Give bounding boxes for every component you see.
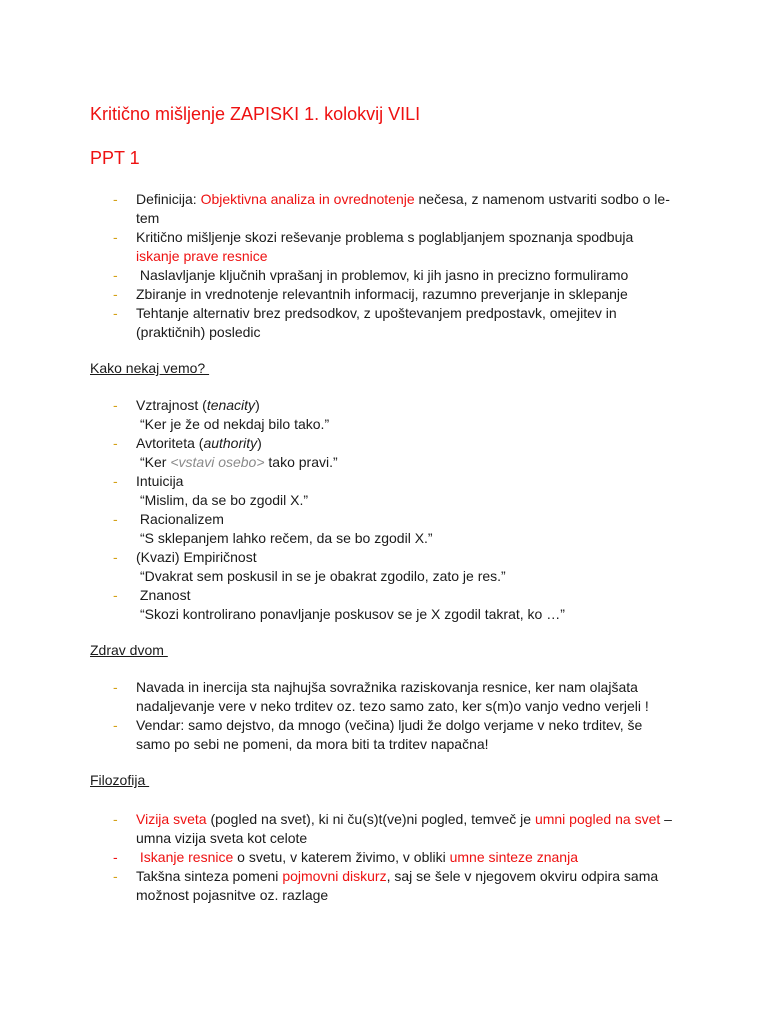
item-quote: “Dvakrat sem poskusil in se je obakrat zgodilo, zato je res.” [140, 568, 506, 584]
item-text: o svetu, v katerem živimo, v obliki [233, 849, 450, 865]
item-text: Definicija: [136, 191, 201, 207]
item-text: (pogled na svet), ki ni ču(s)t(ve)ni pogled, temveč je [206, 811, 535, 827]
item-text: Tehtanje alternativ brez predsodkov, z upoštevanjem predpostavk, omejitev in (praktičnih) posledic [136, 305, 617, 340]
philosophy-list [0, 810, 672, 905]
item-text: Racionalizem [136, 511, 224, 527]
item-quote: “S sklepanjem lahko rečem, da se bo zgodil X.” [140, 530, 433, 546]
item-quote: “Mislim, da se bo zgodil X.” [140, 492, 309, 508]
list-item [0, 548, 672, 586]
item-text: , saj se šele v njegovem okviru odpira sama možnost pojasnitve oz. razlage [136, 868, 659, 903]
item-quote: “Ker je že od nekdaj bilo tako.” [140, 416, 330, 432]
item-text: Zbiranje in vrednotenje relevantnih informacij, razumno preverjanje in sklepanje [136, 286, 628, 302]
item-quote: “Skozi kontrolirano ponavljanje poskusov se je X zgodil takrat, ko …” [140, 606, 565, 622]
bullet-dash-icon: - [113, 191, 118, 207]
item-text: Znanost [136, 587, 191, 603]
item-quote [136, 453, 672, 472]
highlight-text: Vizija sveta [136, 811, 207, 827]
placeholder-text: <vstavi osebo> [170, 454, 265, 470]
highlight-text: Iskanje resnice [136, 849, 234, 865]
item-text: Navada in inercija sta najhujša sovražnika raziskovanja resnice, ker nam olajšata nadaljevanje vere v neko trditev oz. tezo samo zato, ker s(m)o vanjo vedno verjeli ! [136, 679, 649, 714]
section-heading-kako: Kako nekaj vemo? [90, 360, 210, 376]
list-item [0, 396, 672, 434]
bullet-dash-icon: - [113, 679, 118, 695]
bullet-dash-icon: - [113, 286, 118, 302]
doubt-list [0, 678, 672, 754]
bullet-dash-icon: - [113, 549, 118, 565]
list-item [0, 586, 672, 624]
item-term: tenacity [206, 397, 256, 413]
item-text: nečesa, z namenom ustvariti sodbo o le-tem [136, 191, 670, 226]
bullet-dash-icon: - [113, 511, 118, 527]
list-item [0, 228, 672, 266]
section-heading-filozofija: Filozofija [90, 772, 150, 788]
bullet-dash-icon: - [113, 267, 118, 283]
item-text: Avtoriteta ( [136, 435, 204, 451]
bullet-dash-icon: - [113, 587, 118, 603]
bullet-dash-icon: - [113, 717, 118, 733]
definition-list [0, 190, 672, 342]
list-item [0, 190, 672, 228]
bullet-dash-icon: - [113, 435, 118, 451]
list-item [0, 678, 672, 716]
item-text: Vztrajnost ( [136, 397, 207, 413]
item-text: Naslavljanje ključnih vprašanj in problemov, ki jih jasno in precizno formuliramo [136, 267, 629, 283]
bullet-dash-icon: - [113, 229, 118, 245]
bullet-dash-icon: - [113, 473, 118, 489]
highlight-text: umni pogled na svet [534, 811, 661, 827]
item-text: Vendar: samo dejstvo, da mnogo (večina) ljudi že dolgo verjame v neko trditev, še samo po sebi ne pomeni, da mora biti ta trditev napačna! [136, 717, 643, 752]
section-heading-ppt: PPT 1 [90, 148, 140, 168]
highlight-text: iskanje prave resnice [136, 248, 268, 264]
list-item [0, 810, 672, 848]
item-text: ) [257, 435, 262, 451]
item-text: – umna vizija sveta kot celote [136, 811, 672, 846]
highlight-text: pojmovni diskurz [282, 868, 387, 884]
list-item [0, 266, 672, 285]
document-title: Kritično mišljenje ZAPISKI 1. kolokvij VILI [90, 104, 421, 124]
list-item [0, 472, 672, 510]
list-item [0, 848, 672, 867]
bullet-dash-icon: - [113, 849, 118, 865]
bullet-dash-icon: - [113, 397, 118, 413]
list-item [0, 304, 672, 342]
item-text: Kritično mišljenje skozi reševanje problema s poglabljanjem spoznanja spodbuja [136, 229, 634, 245]
bullet-dash-icon: - [113, 305, 118, 321]
list-item [0, 285, 672, 304]
list-item [0, 867, 672, 905]
quote-text: tako pravi.” [264, 454, 338, 470]
highlight-text: Objektivna analiza in ovrednotenje [200, 191, 415, 207]
section-heading-zdrav-dvom: Zdrav dvom [90, 642, 168, 658]
knowledge-sources-list [0, 396, 672, 624]
bullet-dash-icon: - [113, 811, 118, 827]
list-item [0, 434, 672, 472]
item-text: Intuicija [136, 473, 184, 489]
bullet-dash-icon: - [113, 868, 118, 884]
item-text: (Kvazi) Empiričnost [136, 549, 257, 565]
item-term: authority [203, 435, 258, 451]
quote-text: “Ker [140, 454, 171, 470]
item-text: ) [255, 397, 260, 413]
item-text: Takšna sinteza pomeni [136, 868, 283, 884]
list-item [0, 510, 672, 548]
highlight-text: umne sinteze znanja [449, 849, 578, 865]
list-item [0, 716, 672, 754]
